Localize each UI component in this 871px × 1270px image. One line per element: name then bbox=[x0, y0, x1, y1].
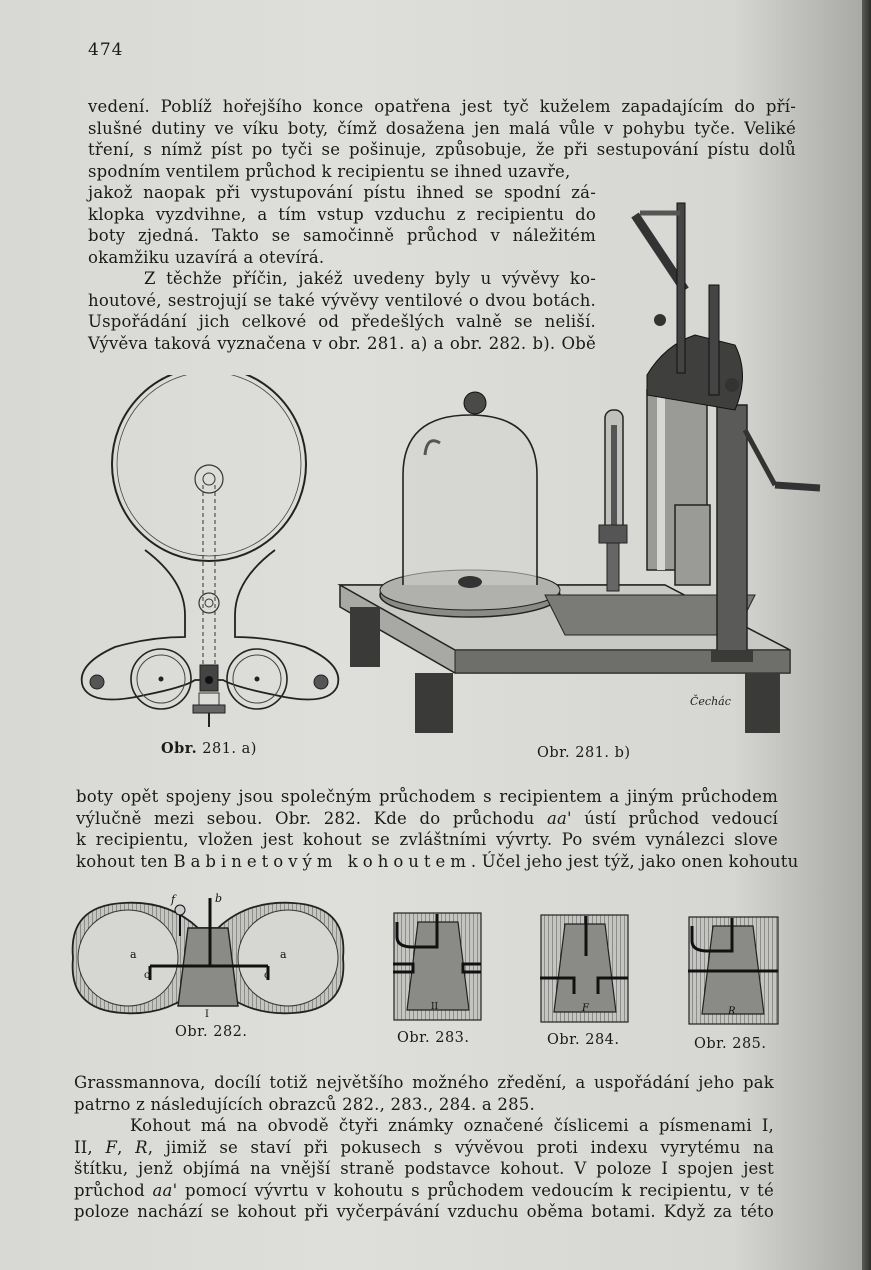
figure-285-label: R bbox=[728, 1006, 736, 1017]
italic-symbol: aa' bbox=[546, 808, 572, 828]
figure-282-label-c-left: c bbox=[144, 970, 150, 981]
figure-282-label-number: I bbox=[205, 1009, 209, 1018]
figure-284-caption: Obr. 284. bbox=[547, 1032, 620, 1048]
figure-284-label: F bbox=[582, 1003, 589, 1014]
text-line: Kohout má na obvodě čtyři známky označené číslicemi a písmenami I, bbox=[130, 1116, 774, 1135]
text-line bbox=[74, 1180, 774, 1202]
figure-282-label-a-right: a bbox=[280, 948, 287, 961]
figure-282-label-c-right: c bbox=[264, 970, 270, 981]
text-line: klopka vyzdvihne, a tím vstup vzduchu z recipientu do bbox=[88, 204, 596, 224]
text-line bbox=[74, 1137, 774, 1159]
middle-paragraph bbox=[76, 786, 799, 872]
figure-281a-plan-drawing bbox=[75, 375, 345, 740]
book-spine-shadow bbox=[862, 0, 871, 1270]
figure-282-cock-section bbox=[68, 888, 348, 1018]
text-line: štítku, jenž objímá na vnější straně podstavce kohout. V poloze I spojen jest bbox=[74, 1159, 774, 1178]
text-line: jakož naopak při vystupování pístu ihned se spodní zá- bbox=[88, 183, 596, 202]
figure-285-cock-position bbox=[688, 916, 780, 1026]
text-line: Uspořádání jich celkové od předešlých valně se neliší. bbox=[88, 312, 596, 331]
page-number: 474 bbox=[88, 40, 124, 60]
text-line: houtové, sestrojují se také vývěvy ventilové o dvou botách. bbox=[88, 290, 596, 310]
bottom-paragraph bbox=[74, 1072, 774, 1223]
text-fragment: pomocí vývrtu v kohoutu s průchodem vedoucím k recipientu, v té bbox=[177, 1180, 774, 1200]
figure-283-cock-position bbox=[393, 912, 483, 1022]
text-line: poloze nachází se kohout při vyčerpávání vzduchu oběma botami. Když za této bbox=[74, 1202, 774, 1221]
figure-285-caption: Obr. 285. bbox=[694, 1036, 767, 1052]
text-fragment: průchod bbox=[74, 1180, 153, 1200]
figure-282-label-a-left: a bbox=[130, 948, 137, 961]
italic-symbol: F bbox=[105, 1137, 118, 1157]
text-fragment: ústí průchod vedoucí bbox=[571, 808, 778, 828]
text-line bbox=[76, 851, 799, 873]
text-line: slušné dutiny ve víku boty, čímž dosažena jen malá vůle v pohybu tyče. Veliké bbox=[88, 118, 796, 138]
text-line: boty zjedná. Takto se samočinně průchod v náležitém bbox=[88, 226, 596, 245]
text-line: Z těchže příčin, jakéž uvedeny byly u vývěvy ko- bbox=[144, 269, 596, 288]
figure-282-label-f: f bbox=[171, 893, 176, 906]
text-line: Vývěva taková vyznačena v obr. 281. a) a obr. 282. b). Obě bbox=[88, 333, 596, 353]
engraver-signature: Čechác bbox=[690, 695, 731, 708]
text-fragment: výlučně mezi sebou. Obr. 282. Kde do průchodu bbox=[76, 808, 547, 828]
figure-283-label: II bbox=[431, 1002, 439, 1012]
text-fragment: II, bbox=[74, 1137, 106, 1157]
spaced-name: Babinetovým kohoutem bbox=[173, 851, 471, 871]
figure-283-caption: Obr. 283. bbox=[397, 1030, 470, 1046]
text-fragment: , jimiž se staví při pokusech s vývěvou proti indexu vyrytému na bbox=[147, 1137, 775, 1157]
figure-284-cock-position bbox=[540, 914, 630, 1024]
text-fragment: , bbox=[117, 1137, 136, 1157]
figure-282-caption: Obr. 282. bbox=[175, 1024, 248, 1040]
text-line: patrno z následujících obrazců 282., 283., 284. a 285. bbox=[74, 1094, 535, 1114]
text-line: spodním ventilem průchod k recipientu se ihned uzavře, bbox=[88, 161, 571, 181]
figure-281a-caption bbox=[161, 740, 257, 757]
italic-symbol: R bbox=[135, 1137, 148, 1157]
text-fragment: . Účel jeho jest týž, jako onen kohoutu bbox=[470, 851, 799, 871]
text-line: tření, s nímž píst po tyči se pošinuje, způsobuje, že při sestupování pístu dolů bbox=[88, 140, 796, 159]
italic-symbol: aa' bbox=[152, 1180, 178, 1200]
text-line: okamžiku uzavírá a otevírá. bbox=[88, 247, 325, 267]
figure-281a-caption-label: Obr. bbox=[161, 740, 198, 757]
text-line: vedení. Poblíž hořejšího konce opatřena jest tyč kuželem zapadajícím do pří- bbox=[88, 97, 796, 116]
figure-281b-pump-engraving bbox=[335, 195, 825, 740]
text-fragment: kohout ten bbox=[76, 851, 174, 871]
text-line: boty opět spojeny jsou společným průchodem s recipientem a jiným průchodem bbox=[76, 787, 778, 806]
top-paragraph bbox=[88, 96, 796, 182]
text-line: Grassmannova, docílí totiž největšího možného zředění, a uspořádání jeho pak bbox=[74, 1073, 774, 1092]
text-line: k recipientu, vložen jest kohout se zvláštními vývrty. Po svém vynálezci slove bbox=[76, 830, 778, 849]
figure-282-label-b: b bbox=[215, 892, 223, 905]
text-line bbox=[76, 808, 778, 830]
figure-281a-caption-number: 281. a) bbox=[197, 741, 257, 757]
figure-281b-caption: Obr. 281. b) bbox=[537, 745, 631, 761]
